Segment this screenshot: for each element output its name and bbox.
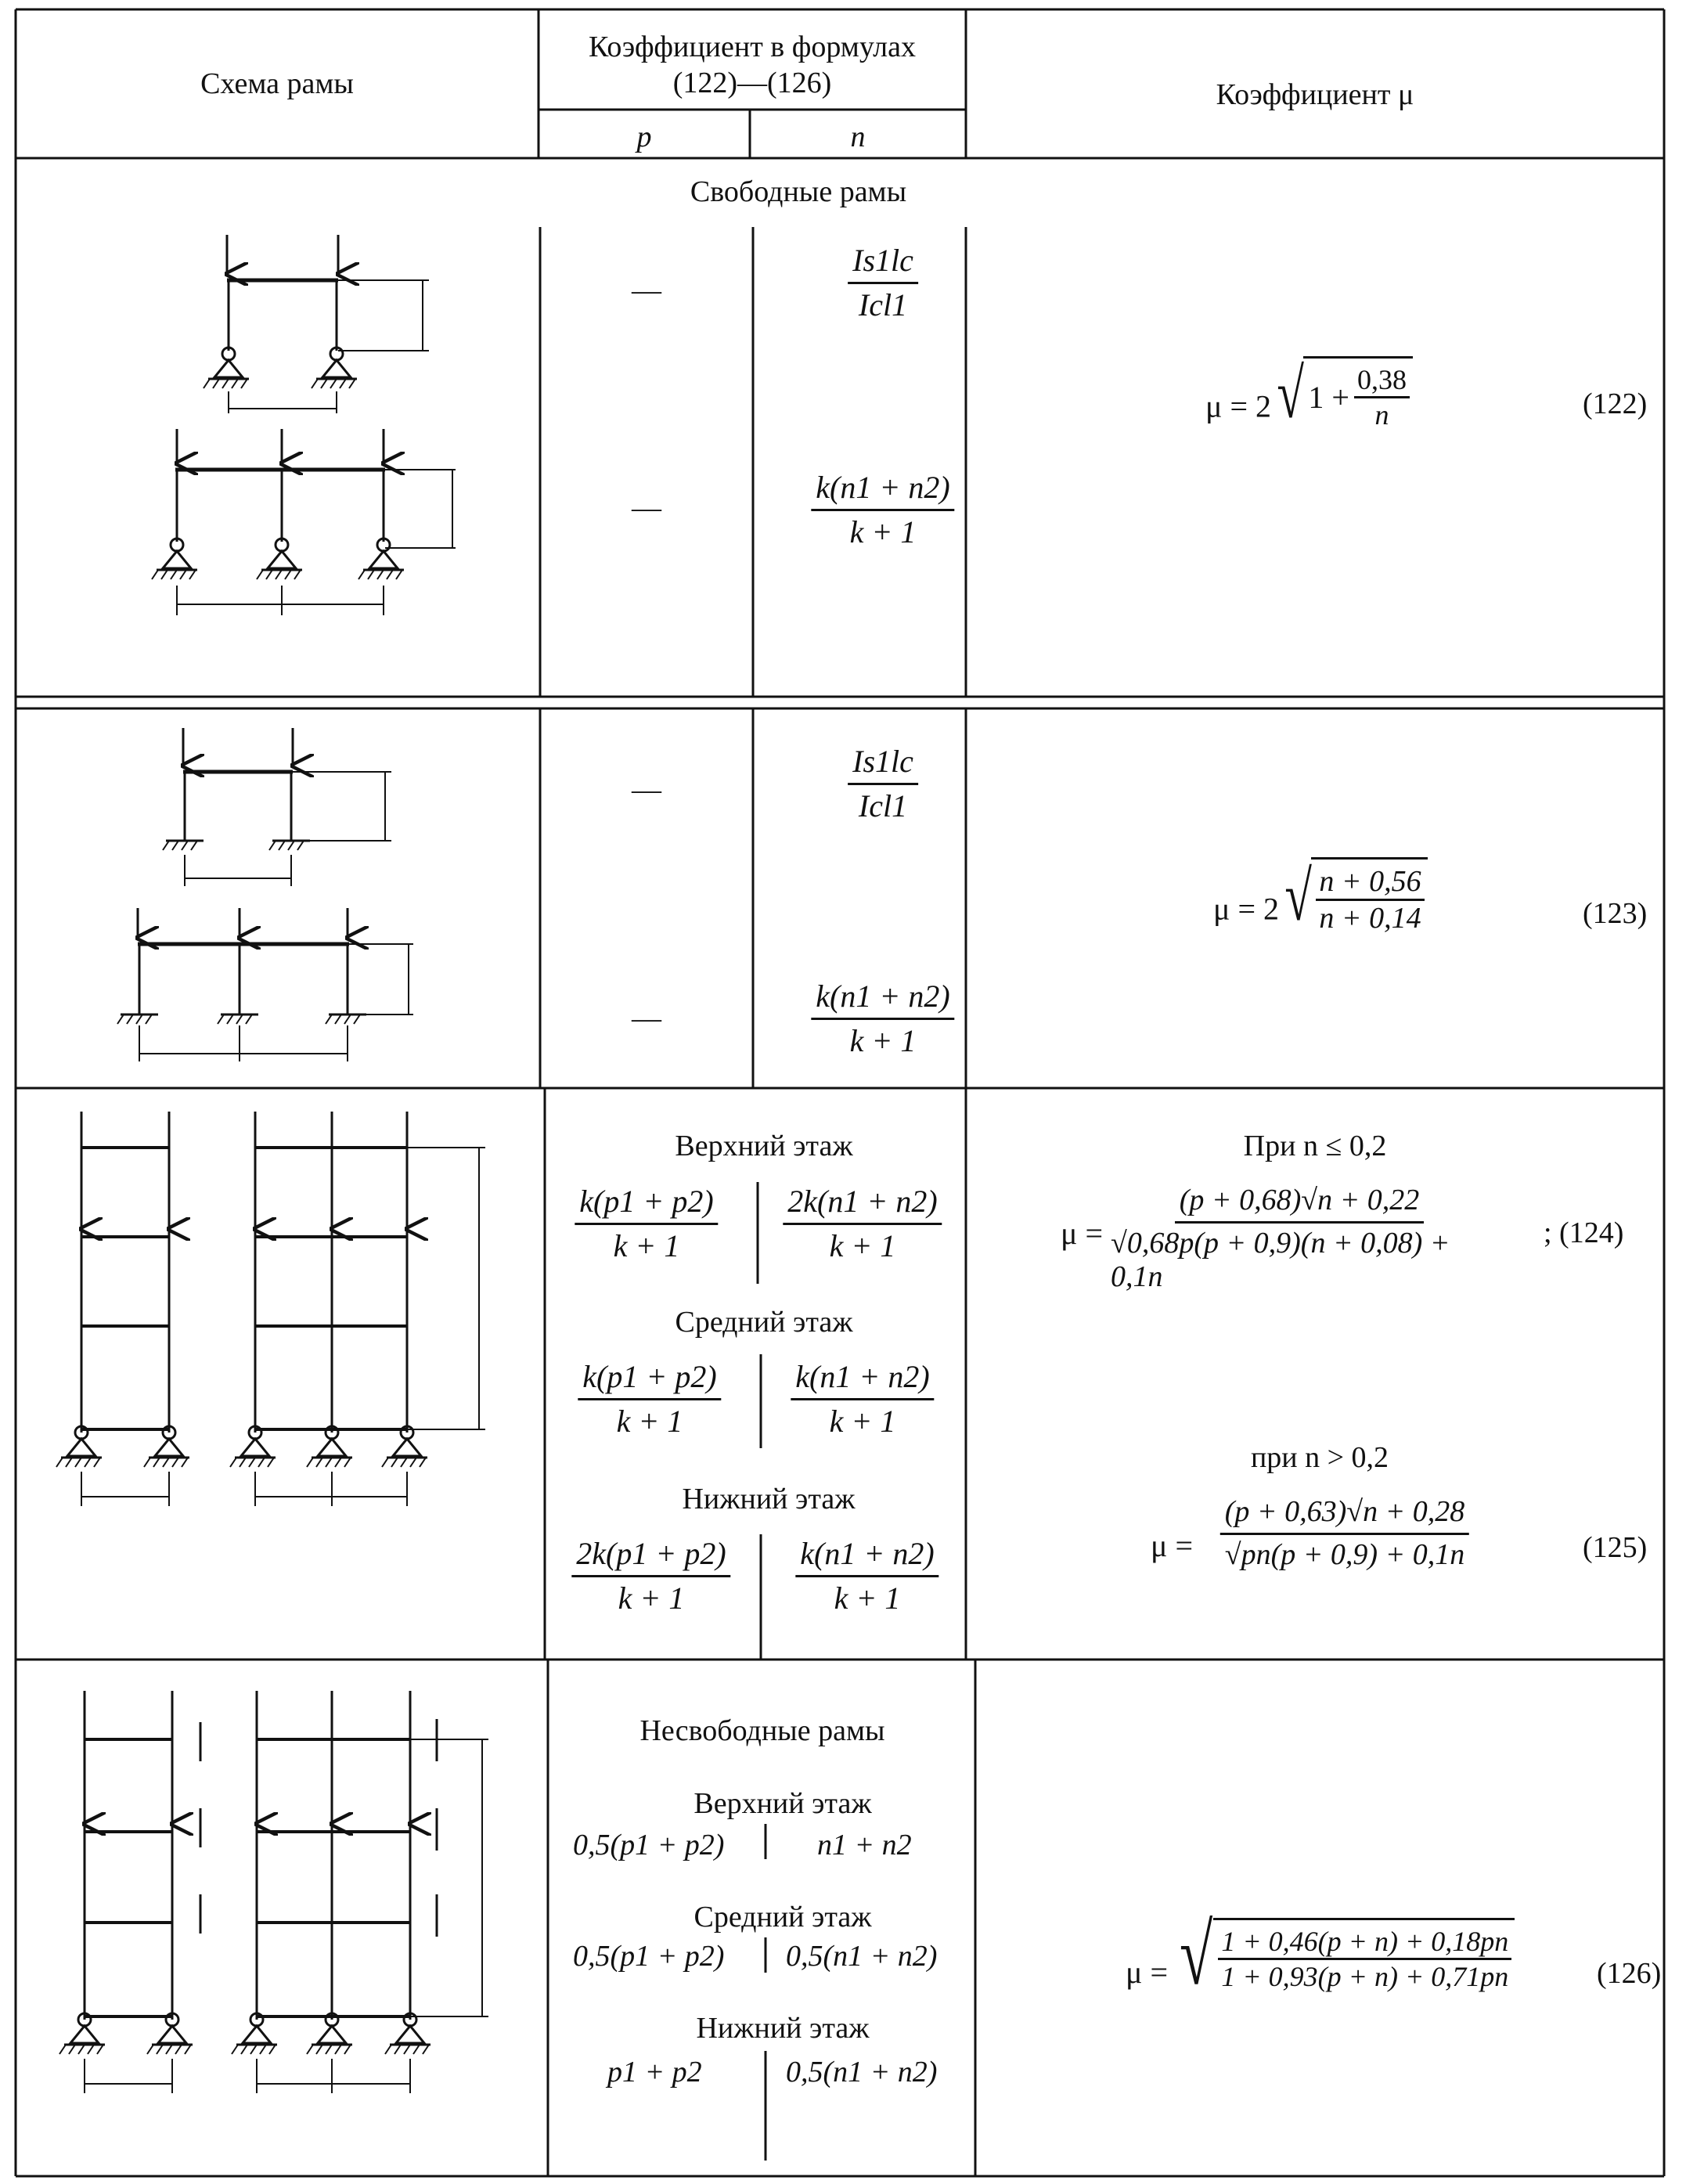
formula-123-den: n + 0,14 xyxy=(1319,902,1421,935)
cond-n-gt-02: при n > 0,2 xyxy=(1250,1441,1389,1474)
row2-n1-den: Icl1 xyxy=(858,788,908,824)
row3-mid-n-den: k + 1 xyxy=(829,1404,896,1439)
formula-122-frac-den: n xyxy=(1374,399,1389,431)
diagram-group xyxy=(56,235,488,2093)
formula-126-den: 1 + 0,93(p + n) + 0,71pn xyxy=(1221,1960,1509,1992)
formula-124-num: (p + 0,68)√n + 0,22 xyxy=(1175,1184,1424,1224)
row4-bot-title: Нижний этаж xyxy=(696,2012,870,2045)
header-mu: Коэффициент μ xyxy=(1216,78,1414,111)
row2-p1: — xyxy=(632,773,661,806)
header-scheme: Схема рамы xyxy=(200,67,354,100)
diagram-5 xyxy=(56,1112,189,1506)
diagram-4 xyxy=(117,908,413,1061)
row3-top-title: Верхний этаж xyxy=(675,1130,853,1162)
formula-123: μ = 2 √ $\frac{n + 0,56}{n + 0,14}$ xyxy=(1213,857,1428,935)
formula-126-lhs: μ = xyxy=(1126,1955,1169,1990)
diagram-2 xyxy=(152,429,456,615)
row4-mid-n: 0,5(n1 + n2) xyxy=(786,1940,938,1973)
row1-p2: — xyxy=(632,492,661,524)
row1-n1-num: Is1lc xyxy=(848,243,918,284)
section-nonfree-frames-title: Несвободные рамы xyxy=(639,1714,885,1747)
formula-125-lhs: μ = xyxy=(1151,1528,1194,1563)
row3-mid-p-num: k(p1 + p2) xyxy=(578,1359,721,1400)
header-n: n xyxy=(850,121,866,153)
diagram-8 xyxy=(232,1691,488,2093)
row4-top-p: 0,5(p1 + p2) xyxy=(573,1829,725,1861)
row4-bot-n: 0,5(n1 + n2) xyxy=(786,2056,938,2088)
formula-123-lhs: μ = 2 xyxy=(1213,891,1280,927)
row2-n1-num: Is1lc xyxy=(848,744,918,785)
diagram-3 xyxy=(163,728,391,886)
eq-number-125: (125) xyxy=(1583,1531,1648,1564)
diagram-1 xyxy=(204,235,429,413)
row3-top-n-den: k + 1 xyxy=(829,1228,896,1263)
row3-mid-p-den: k + 1 xyxy=(616,1404,683,1439)
formula-122-pre: 1 + xyxy=(1308,380,1349,415)
row3-mid-title: Средний этаж xyxy=(675,1306,853,1339)
row2-p2: — xyxy=(632,1002,661,1035)
formula-122-lhs: μ = 2 xyxy=(1205,388,1272,424)
eq-number-123: (123) xyxy=(1583,897,1648,930)
row3-mid-n-num: k(n1 + n2) xyxy=(791,1359,934,1400)
row2-n2-den: k + 1 xyxy=(849,1023,917,1058)
formula-124-lhs: μ = xyxy=(1061,1216,1104,1251)
row3-bot-n-num: k(n1 + n2) xyxy=(795,1536,938,1577)
section-free-frames-title: Свободные рамы xyxy=(690,175,907,208)
formula-124-den: √0,68p(p + 0,9)(n + 0,08) + 0,1n xyxy=(1111,1226,1450,1294)
eq-number-126: (126) xyxy=(1597,1957,1662,1990)
row4-top-n: n1 + n2 xyxy=(817,1829,912,1861)
row1-n2-den: k + 1 xyxy=(849,514,917,550)
formula-123-num: n + 0,56 xyxy=(1316,864,1424,901)
row1-n2-num: k(n1 + n2) xyxy=(811,470,954,511)
formula-125-den: √pn(p + 0,9) + 0,1n xyxy=(1224,1537,1465,1571)
formula-122: μ = 2 √ 1 + $\frac{0,38}{n}$ xyxy=(1205,356,1413,431)
row3-bot-n-den: k + 1 xyxy=(834,1580,901,1616)
diagram-7 xyxy=(59,1691,200,2093)
diagram-6 xyxy=(230,1112,485,1506)
header-coefficient: Коэффициент в формулах (122)—(126) xyxy=(588,31,917,99)
row3-top-p-num: k(p1 + p2) xyxy=(575,1184,718,1225)
header-p: p xyxy=(636,121,652,153)
formula-125-num: (p + 0,63)√n + 0,28 xyxy=(1220,1495,1469,1535)
formula-122-frac-num: 0,38 xyxy=(1354,363,1410,398)
cond-n-le-02: При n ≤ 0,2 xyxy=(1243,1130,1387,1162)
formula-124-eq: ; (124) xyxy=(1544,1216,1624,1249)
formula-126: √ $\frac{1 + 0,46(p + n) + 0,18pn}{1 + 0,93(p + n) + 0,71pn}$ xyxy=(1173,1916,1515,1994)
row1-n1-den: Icl1 xyxy=(858,287,908,323)
row4-mid-title: Средний этаж xyxy=(693,1901,872,1934)
row1-p1: — xyxy=(632,274,661,307)
row4-top-title: Верхний этаж xyxy=(693,1787,872,1820)
formula-126-num: 1 + 0,46(p + n) + 0,18pn xyxy=(1218,1925,1511,1960)
row2-n2-num: k(n1 + n2) xyxy=(811,978,954,1020)
row4-mid-p: 0,5(p1 + p2) xyxy=(573,1940,725,1973)
row4-bot-p: p1 + p2 xyxy=(607,2056,702,2088)
row3-bot-title: Нижний этаж xyxy=(682,1483,856,1515)
row3-top-n-num: 2k(n1 + n2) xyxy=(783,1184,942,1225)
eq-number-122: (122) xyxy=(1583,387,1648,420)
row3-bot-p-den: k + 1 xyxy=(618,1580,685,1616)
row3-bot-p-num: 2k(p1 + p2) xyxy=(571,1536,730,1577)
row3-top-p-den: k + 1 xyxy=(613,1228,680,1263)
